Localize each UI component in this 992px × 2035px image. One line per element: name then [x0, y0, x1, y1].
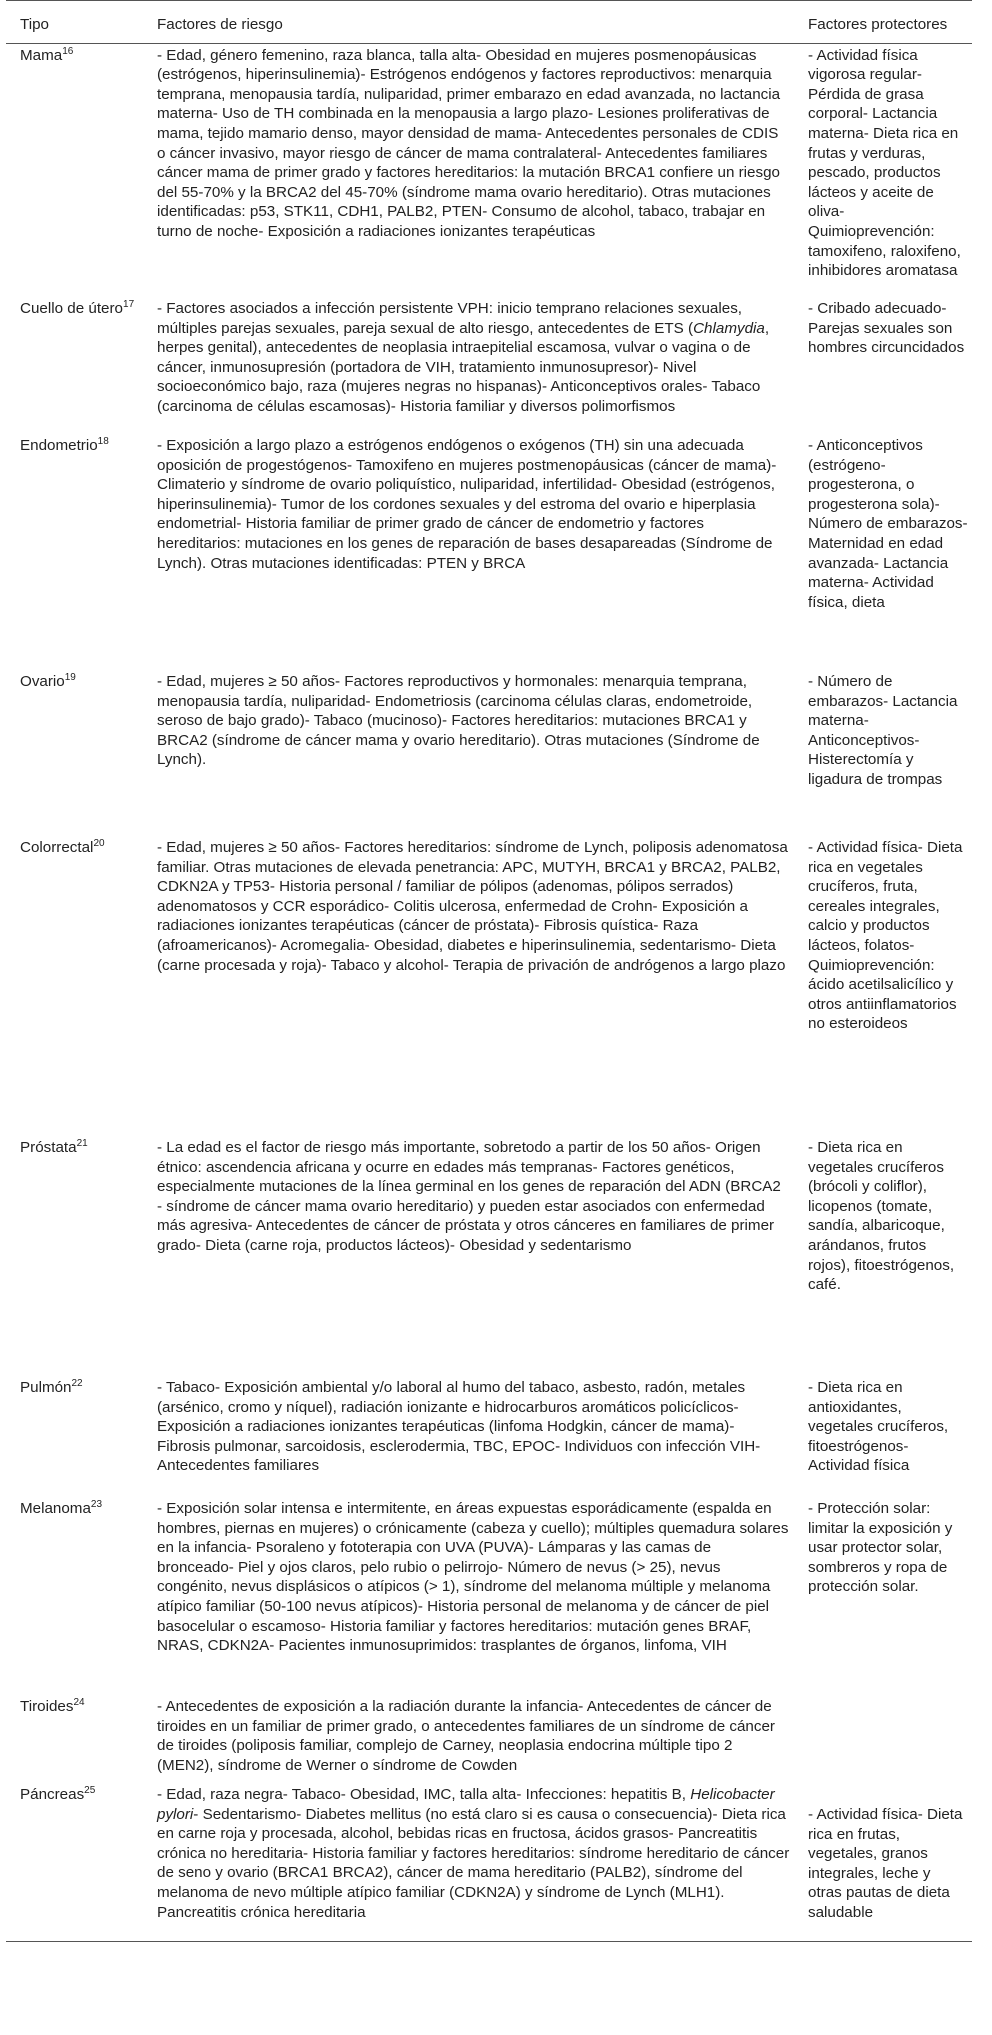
cell-tipo — [6, 43, 143, 297]
cell-tipo — [6, 836, 143, 1136]
reference-number: 17 — [123, 299, 135, 311]
table-row — [6, 1695, 972, 1783]
cancer-type: Melanoma — [20, 1500, 91, 1518]
header-tipo: Tipo — [6, 1, 143, 44]
cell-protectores: - Protección solar: limitar la exposición y usar protector solar, sombreros y ropa de protección solar. — [808, 1500, 953, 1596]
table-row — [6, 1136, 972, 1376]
cell-protectores: - Actividad física vigorosa regular- Pérdida de grasa corporal- Lactancia materna- Dieta rica en frutas y verduras, pescado, productos lácteos y aceite de oliva- Quimioprevención: tamoxifeno, raloxifeno, inhibidores aromatasa — [808, 46, 961, 280]
cell-tipo — [6, 670, 143, 836]
cell-tipo — [6, 1376, 143, 1497]
cell-protectores: - Cribado adecuado- Parejas sexuales son hombres circuncidados — [808, 300, 965, 357]
cell-tipo — [6, 434, 143, 670]
reference-number: 22 — [71, 1378, 83, 1390]
reference-number: 18 — [97, 436, 109, 448]
riesgo-text-a: - Edad, raza negra- Tabaco- Obesidad, IMC, talla alta- Infecciones: hepatitis B, — [157, 1786, 691, 1804]
header-protectores: Factores protectores — [800, 1, 972, 44]
protectores-text: - Actividad física- Dieta rica en frutas, vegetales, granos integrales, leche y otras pautas de dieta saludable — [808, 1806, 963, 1922]
cancer-type: Pulmón — [20, 1379, 72, 1397]
reference-number: 23 — [90, 1499, 103, 1511]
table-body — [6, 43, 972, 1941]
table-row — [6, 43, 972, 297]
cancer-type: Próstata — [20, 1139, 77, 1157]
reference-number: 24 — [73, 1697, 85, 1709]
cell-protectores: - Dieta rica en antioxidantes, vegetales crucíferos, fitoestrógenos- Actividad física — [808, 1379, 949, 1475]
cell-riesgo: - Edad, género femenino, raza blanca, talla alta- Obesidad en mujeres posmenopáusicas (estrógenos, hiperinsulinemia)- Estrógenos endógenos y factores reproductivos: menarquia temprana, menopausia tardía, nuliparidad, primer embarazo en edad avanzada, no lactancia materna- Uso de TH combinada en la menopausia a largo plazo- Lesiones proliferativas de mama, tejido mamario denso, mayor densidad de mama- Antecedentes personales de CDIS o cáncer invasivo, mayor riesgo de cáncer de mama contralateral- Antecedentes familiares cáncer mama de primer grado y factores hereditarios: la mutación BRCA1 confiere un riesgo del 55-70% y la BRCA2 del 45-70% (síndrome mama ovario hereditario). Otras mutaciones identificadas: p53, STK11, CDH1, PALB2, PTEN- Consumo de alcohol, tabaco, trabajar en turno de noche- Exposición a radiaciones ionizantes terapéuticas — [157, 46, 781, 240]
cell-protectores: - Actividad física- Dieta rica en vegetales crucíferos, fruta, cereales integrales, calcio y productos lácteos, folatos- Quimioprevención: ácido acetilsalicílico y otros antiinflamatorios no esteroideos — [808, 839, 963, 1033]
riesgo-text-b: , herpes genital), antecedentes de neoplasia intraepitelial escamosa, vulvar o vagina o de cáncer, inmunosupresión (portadora de VIH, tratamiento inmunosupresor)- Nivel socioeconómico bajo, raza (mujeres negras no hispanas)- Anticonceptivos orales- Tabaco (carcinoma de células escamosas)- Historia familiar y diversos polimorfismos — [157, 319, 770, 416]
cell-riesgo: - Edad, mujeres ≥ 50 años- Factores hereditarios: síndrome de Lynch, poliposis adenomatosa familiar. Otras mutaciones de elevada penetrancia: APC, MUTYH, BRCA1 y BRCA2, PALB2, CDKN2A y TP53- Historia personal / familiar de pólipos (adenomas, pólipos serrados) adenomatosos y CCR esporádico- Colitis ulcerosa, enfermedad de Crohn- Exposición a radiaciones ionizantes terapéuticas (cáncer de próstata)- Fibrosis quística- Raza (afroamericanos)- Acromegalia- Obesidad, diabetes e hiperinsulinemia, sedentarismo- Dieta (carne procesada y roja)- Tabaco y alcohol- Terapia de privación de andrógenos a largo plazo — [157, 839, 788, 974]
cancer-type: Colorrectal — [20, 839, 94, 857]
cell-tipo — [6, 297, 143, 434]
table-header — [6, 1, 972, 44]
cancer-type: Tiroides — [20, 1698, 74, 1716]
risk-factors-table — [6, 0, 972, 1942]
table-row — [6, 1497, 972, 1695]
table-row — [6, 434, 972, 670]
cell-riesgo — [143, 297, 800, 434]
reference-number: 19 — [64, 672, 76, 684]
cell-tipo — [6, 1497, 143, 1695]
table-row — [6, 670, 972, 836]
cell-tipo — [6, 1695, 143, 1783]
cancer-type: Endometrio — [20, 437, 98, 455]
table-row — [6, 836, 972, 1136]
cell-riesgo: - La edad es el factor de riesgo más importante, sobretodo a partir de los 50 años- Origen étnico: ascendencia africana y ocurre en edades más tempranas- Factores genéticos, especialmente mutaciones de la línea germinal en los genes de reparación del ADN (BRCA2 - síndrome de cáncer mama ovario hereditario) y pueden estar asociados con enfermedad más agresiva- Antecedentes de cáncer de próstata y otros cánceres en familiares de primer grado- Dieta (carne roja, productos lácteos)- Obesidad y sedentarismo — [157, 1139, 781, 1255]
header-row — [6, 1, 972, 44]
cancer-type: Cuello de útero — [20, 300, 124, 318]
cell-protectores: - Dieta rica en vegetales crucíferos (brócoli y coliflor), licopenos (tomate, sandía, albaricoque, arándanos, frutos rojos), fitoestrógenos, café. — [808, 1139, 955, 1294]
cell-tipo — [6, 1783, 143, 1941]
cancer-type: Páncreas — [20, 1786, 85, 1804]
table-row — [6, 1376, 972, 1497]
cell-riesgo: - Antecedentes de exposición a la radiación durante la infancia- Antecedentes de cáncer de tiroides en un familiar de primer grado, o antecedentes familiares de un síndrome de cáncer de tiroides (poliposis familiar, complejo de Carney, neoplasia endocrina múltiple tipo 2 (MEN2), síndrome de Werner o síndrome de Cowden — [157, 1698, 775, 1774]
cell-protectores — [800, 1783, 972, 1941]
reference-number: 21 — [76, 1138, 88, 1150]
table-row — [6, 297, 972, 434]
cell-protectores: - Anticonceptivos (estrógeno-progesterona, o progesterona sola)- Número de embarazos- Maternidad en edad avanzada- Lactancia materna- Actividad física, dieta — [808, 437, 968, 611]
reference-number: 16 — [62, 45, 74, 57]
cell-riesgo: - Exposición solar intensa e intermitente, en áreas expuestas esporádicamente (espalda en hombres, piernas en mujeres) o crónicamente (cabeza y cuello); múltiples quemadura solares en la infancia- Psoraleno y fototerapia con UVA (PUVA)- Lámparas y las camas de bronceado- Piel y ojos claros, pelo rubio o pelirrojo- Número de nevus (> 25), nevus congénito, nevus displásicos o atípicos (> 1), síndrome del melanoma múltiple y melanoma atípico familiar (50-100 nevus atípicos)- Historia personal de melanoma y de cáncer de piel basocelular o escamoso- Historia familiar y factores hereditarios: mutación genes BRAF, NRAS, CDKN2A- Pacientes inmunosuprimidos: trasplantes de órganos, linfoma, VIH — [157, 1500, 789, 1655]
cell-protectores: - Número de embarazos- Lactancia materna- Anticonceptivos- Histerectomía y ligadura de trompas — [808, 673, 958, 789]
riesgo-text-a: - Factores asociados a infección persistente VPH: inicio temprano relaciones sexuales, múltiples parejas sexuales, pareja sexual de alto riesgo, antecedentes de ETS ( — [157, 300, 743, 337]
cancer-type: Mama — [20, 46, 63, 64]
table-row — [6, 1783, 972, 1941]
reference-number: 20 — [93, 838, 105, 850]
cancer-type: Ovario — [20, 673, 65, 691]
cell-riesgo: - Exposición a largo plazo a estrógenos endógenos o exógenos (TH) sin una adecuada oposición de progestógenos- Tamoxifeno en mujeres postmenopáusicas (cáncer de mama)- Climaterio y síndrome de ovario poliquístico, nuliparidad, infertilidad- Obesidad (estrógenos, hiperinsulinemia)- Tumor de los cordones sexuales y del estroma del ovario e hiperplasia endometrial- Historia familiar de primer grado de cáncer de endometrio y factores hereditarios: mutaciones en los genes de reparación de bases desapareadas (Síndrome de Lynch). Otras mutaciones identificadas: PTEN y BRCA — [157, 437, 777, 572]
riesgo-text-italic: Chlamydia — [693, 319, 765, 337]
cell-riesgo: - Edad, mujeres ≥ 50 años- Factores reproductivos y hormonales: menarquia temprana, menopausia tardía, nuliparidad- Endometriosis (carcinoma células claras, endometroide, seroso de bajo grado)- Tabaco (mucinoso)- Factores hereditarios: mutaciones BRCA1 y BRCA2 (síndrome de cáncer mama y ovario hereditario). Otras mutaciones (Síndrome de Lynch). — [157, 673, 760, 769]
header-riesgo: Factores de riesgo — [143, 1, 800, 44]
riesgo-text-italic: Helicobacter pylori — [157, 1786, 775, 1823]
cell-tipo — [6, 1136, 143, 1376]
cell-protectores — [800, 1695, 972, 1783]
riesgo-text-b: - Sedentarismo- Diabetes mellitus (no está claro si es causa o consecuencia)- Dieta rica en carne roja y procesada, alcohol, bebidas ricas en fructosa, ácidos grasos- Pancreatitis crónica no hereditaria- Historia familiar y factores hereditarios: síndrome hereditario de cáncer de seno y ovario (BRCA1 BRCA2), cáncer de mama hereditario (PALB2), síndrome del melanoma de nevo múltiple atípico familiar (CDKN2A) y síndrome de Lynch (MLH1). Pancreatitis crónica hereditaria — [157, 1805, 790, 1921]
cell-riesgo — [143, 1783, 800, 1941]
cell-riesgo: - Tabaco- Exposición ambiental y/o laboral al humo del tabaco, asbesto, radón, metales (arsénico, cromo y níquel), radiación ionizante e hidrocarburos aromáticos policíclicos- Exposición a radiaciones ionizantes terapéuticas (linfoma Hodgkin, cáncer de mama)- Fibrosis pulmonar, sarcoidosis, esclerodermia, TBC, EPOC- Individuos con infección VIH- Antecedentes familiares — [157, 1379, 761, 1475]
reference-number: 25 — [84, 1785, 96, 1797]
